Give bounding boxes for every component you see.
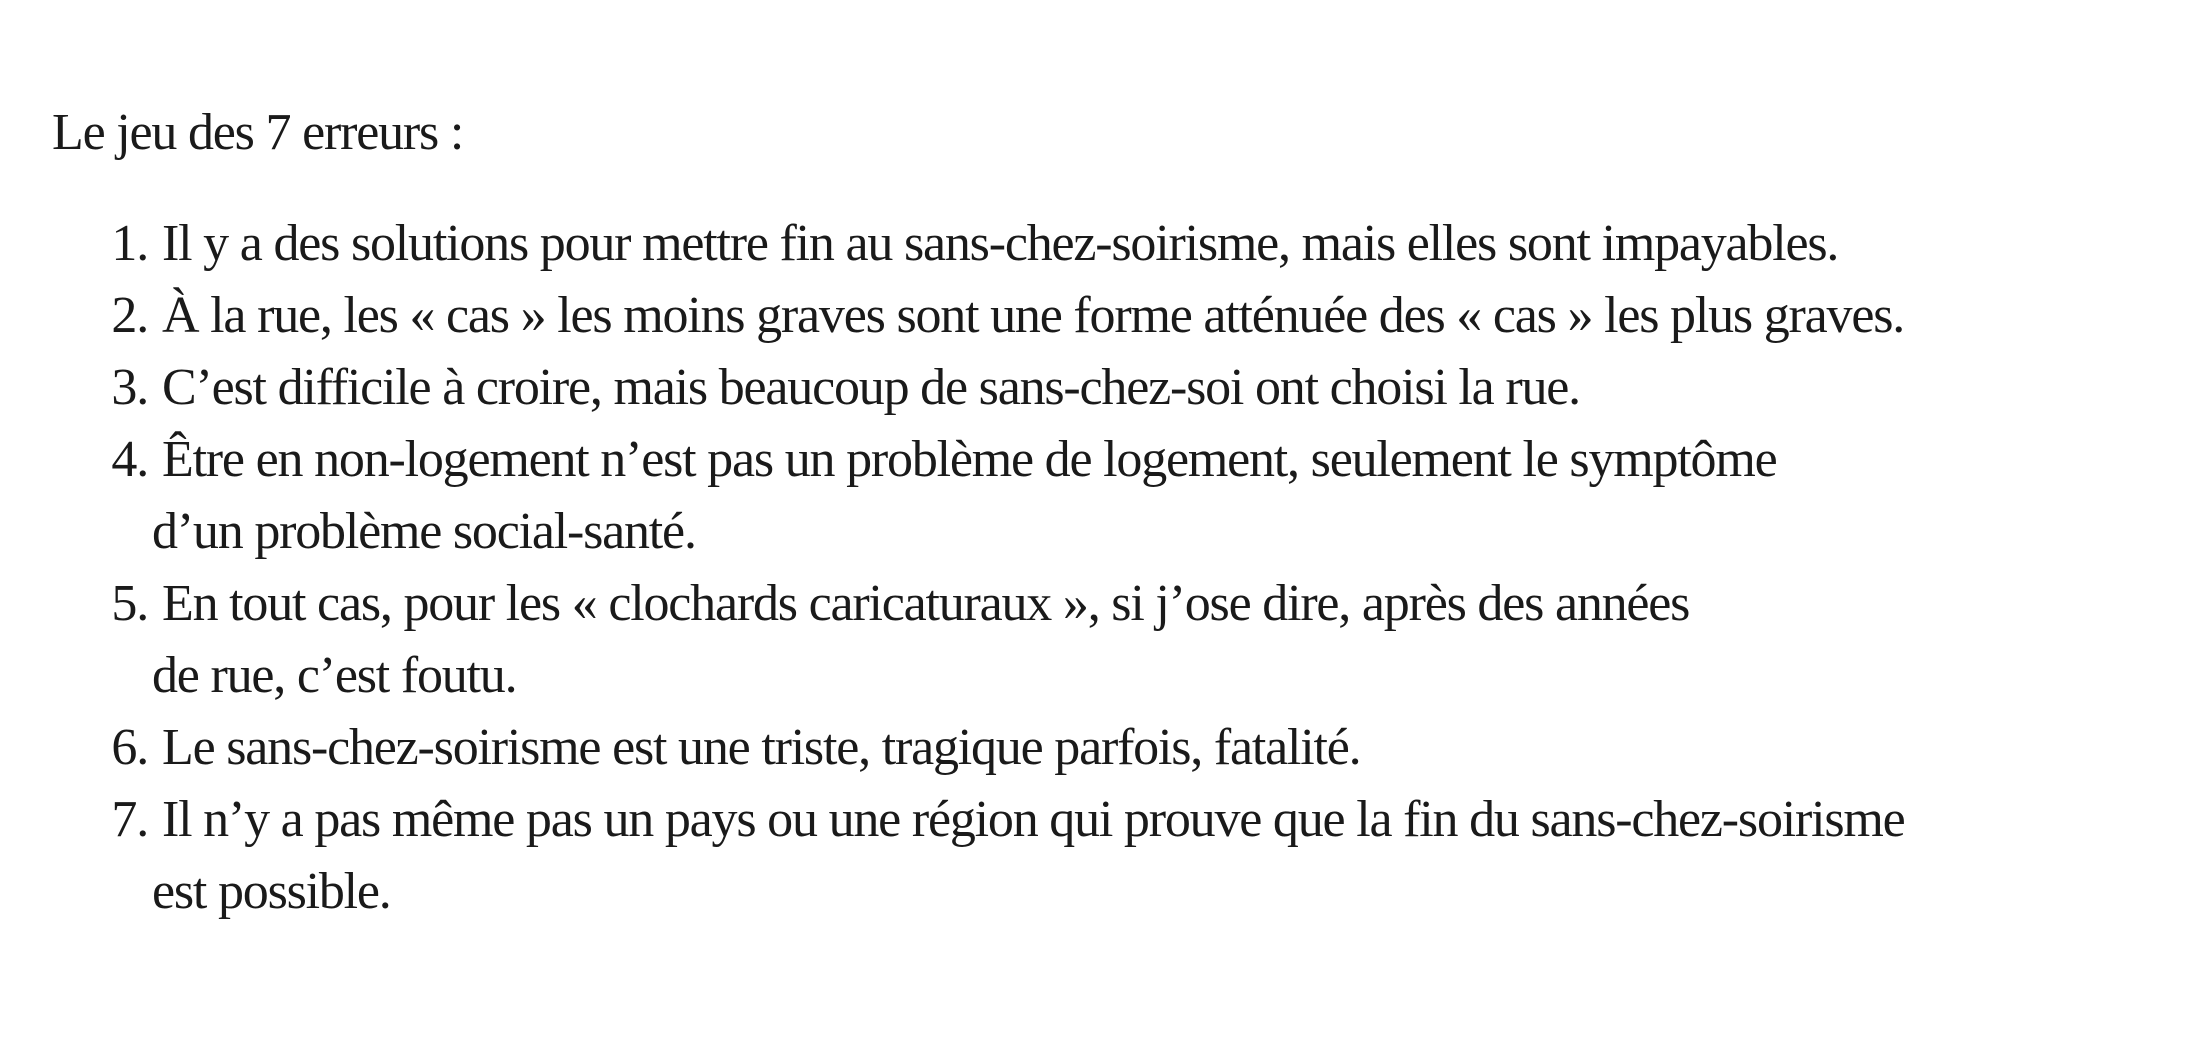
item-text-line: C’est difficile à croire, mais beaucoup de sans-chez-soi ont choisi la rue. [162, 359, 1580, 416]
item-text-line: En tout cas, pour les « clochards caricaturaux », si j’ose dire, après des années [162, 575, 1690, 632]
item-text-line: Il y a des solutions pour mettre fin au sans-chez-soirisme, mais elles sont impayables. [162, 215, 1839, 272]
item-number: 5. [111, 575, 148, 632]
item-text-continuation: de rue, c’est foutu. [152, 647, 517, 704]
list-item-6 [52, 712, 2152, 784]
item-text-line: Le sans-chez-soirisme est une triste, tragique parfois, fatalité. [162, 719, 1361, 776]
item-text-continuation: d’un problème social-santé. [152, 503, 696, 560]
item-number: 2. [111, 287, 148, 344]
list-item-7 [52, 784, 2152, 928]
item-text-line: Il n’y a pas même pas un pays ou une région qui prouve que la fin du sans-chez-soirisme [162, 791, 1905, 848]
item-text-line: À la rue, les « cas » les moins graves sont une forme atténuée des « cas » les plus graves. [162, 287, 1905, 344]
item-text [162, 712, 2152, 784]
item-text [152, 568, 2152, 712]
item-number: 4. [111, 431, 148, 488]
item-number: 3. [111, 359, 148, 416]
list-item-5 [52, 568, 2152, 712]
item-text [152, 784, 2152, 928]
item-text [152, 424, 2152, 568]
item-text [162, 280, 2152, 352]
item-number: 7. [111, 791, 148, 848]
item-text [162, 352, 2152, 424]
item-number: 1. [111, 215, 148, 272]
errors-list [52, 208, 2152, 928]
list-item-3 [52, 352, 2152, 424]
item-text [162, 208, 2152, 280]
document [52, 100, 2152, 928]
list-item-2 [52, 280, 2152, 352]
document-title: Le jeu des 7 erreurs : [52, 104, 464, 161]
list-item-4 [52, 424, 2152, 568]
item-text-continuation: est possible. [152, 863, 391, 920]
item-number: 6. [111, 719, 148, 776]
item-text-line: Être en non-logement n’est pas un problème de logement, seulement le symptôme [162, 431, 1777, 488]
list-item-1 [52, 208, 2152, 280]
